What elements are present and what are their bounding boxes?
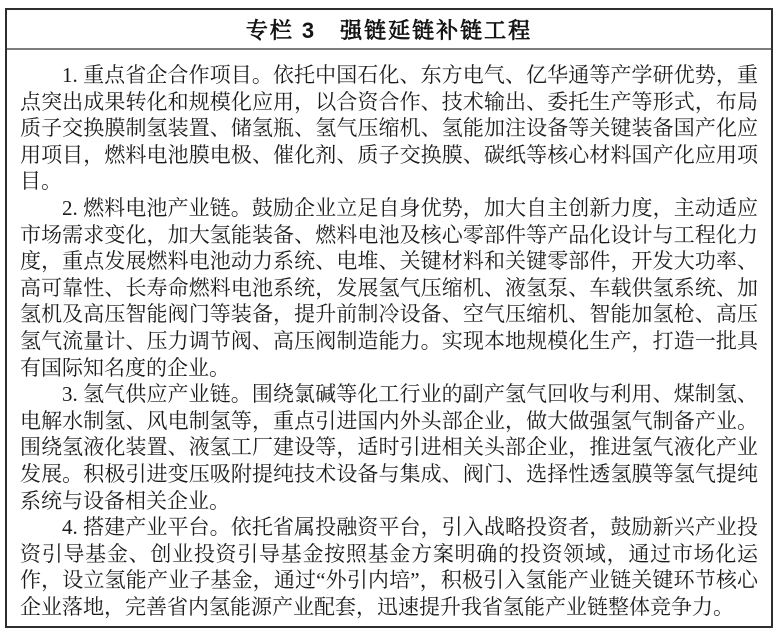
paragraph-key-projects: 1. 重点省企合作项目。依托中国石化、东方电气、亿华通等产学研优势，重点突出成果转化和规模化应用，以合资合作、技术输出、委托生产等形式，布局质子交换膜制氢装置、储氢瓶、氢气压缩机、氢能加注设备等关键装备国产化应用项目，燃料电池膜电极、催化剂、质子交换膜、碳纸等核心材料国产化应用项目。 <box>20 63 758 194</box>
paragraph-fuel-cell-chain: 2. 燃料电池产业链。鼓励企业立足自身优势，加大自主创新力度，主动适应市场需求变化，加大氢能装备、燃料电池及核心零部件等产品化设计与工程化力度，重点发展燃料电池动力系统、电堆、关键材料和关键零部件，开发大功率、高可靠性、长寿命燃料电池系统，发展氢气压缩机、液氢泵、车载供氢系统、加氢机及高压智能阀门等装备，提升前制冷设备、空气压缩机、智能加氢枪、高压氢气流量计、压力调节阀、高压阀制造能力。实现本地规模化生产，打造一批具有国际知名度的企业。 <box>20 195 758 380</box>
panel-title: 专栏 3 强链延链补链工程 <box>7 10 771 50</box>
column-box <box>5 8 773 628</box>
paragraph-industry-platform: 4. 搭建产业平台。依托省属投融资平台，引入战略投资者，鼓励新兴产业投资引导基金、创业投资引导基金按照基金方案明确的投资领域，通过市场化运作，设立氢能产业子基金，通过“外引内培”，积极引入氢能产业链关键环节核心企业落地，完善省内氢能源产业配套，迅速提升我省氢能产业链整体竞争力。 <box>20 515 758 619</box>
paragraph-hydrogen-supply-chain: 3. 氢气供应产业链。围绕氯碱等化工行业的副产氢气回收与利用、煤制氢、电解水制氢、风电制氢等，重点引进国内外头部企业，做大做强氢气制备产业。围绕氢液化装置、液氢工厂建设等，适时引进相关头部企业，推进氢气液化产业发展。积极引进变压吸附提纯技术设备与集成、阀门、选择性透氢膜等氢气提纯系统与设备相关企业。 <box>20 382 758 513</box>
panel-body <box>7 50 771 628</box>
